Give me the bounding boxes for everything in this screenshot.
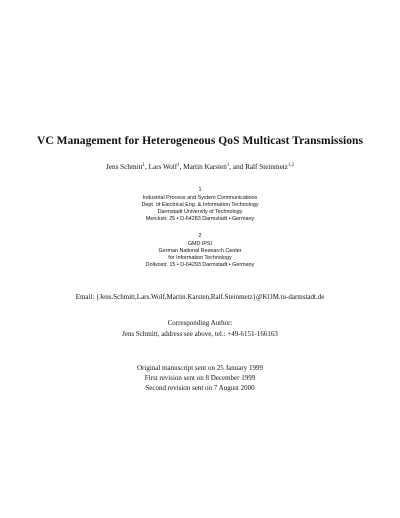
- paper-title: VC Management for Heterogeneous QoS Multicast Transmissions: [37, 135, 363, 147]
- affiliation-line: for Information Technology: [168, 254, 232, 261]
- affiliation-block: [0, 187, 400, 223]
- affiliation-line: GMD IPSI: [187, 240, 213, 247]
- corresponding-author-heading: Corresponding Author:: [167, 319, 233, 327]
- revision-entry: Second revision sent on 7 August 2000: [145, 384, 255, 393]
- affiliation-line: Dolivostr. 15 • D-64293 Darmstadt • Germany: [145, 261, 255, 268]
- affiliation-number: 1: [198, 187, 202, 193]
- affiliation-line: Merckstr. 25 • D-64283 Darmstadt • Germany: [145, 215, 255, 222]
- revision-history: [0, 363, 400, 394]
- author-separator: ,: [144, 163, 149, 171]
- affiliation-block: [0, 233, 400, 269]
- author-name: Lars Wolf: [148, 163, 178, 171]
- affiliation-number: 2: [198, 233, 202, 239]
- corresponding-author-details: Jens Schmitt, address see above, tel.: +49-6151-166163: [122, 329, 278, 338]
- author-affiliation-mark: 1: [177, 163, 180, 168]
- author-separator: , and: [229, 163, 246, 171]
- author-affiliation-mark: 1: [142, 163, 145, 168]
- revision-entry: Original manuscript sent on 25 January 1999: [137, 364, 263, 372]
- author-affiliation-mark: 1: [226, 163, 230, 168]
- affiliation-line: Dept. of Electrical Eng. & Information Technology: [141, 201, 259, 208]
- author-separator: ,: [179, 163, 184, 171]
- author-name: Ralf Steinmetz: [245, 163, 288, 171]
- affiliation-line: Darmstadt University of Technology: [157, 208, 243, 215]
- contact-email: Email: {Jens.Schmitt,Lars.Wolf,Martin.Karsten,Ralf.Steinmetz}@KOM.tu-darmstadt.de: [75, 293, 325, 301]
- affiliation-line: Industrial Process and System Communications: [142, 194, 258, 201]
- author-affiliation-mark: 1,2: [288, 163, 294, 168]
- corresponding-author-block: [0, 318, 400, 339]
- author-name: Jens Schmitt: [105, 163, 143, 171]
- author-list: [0, 163, 400, 171]
- author-name: Martin Karsten: [183, 163, 227, 171]
- affiliation-line: German National Research Center: [158, 247, 242, 254]
- revision-entry: First revision sent on 8 December 1999: [144, 374, 256, 383]
